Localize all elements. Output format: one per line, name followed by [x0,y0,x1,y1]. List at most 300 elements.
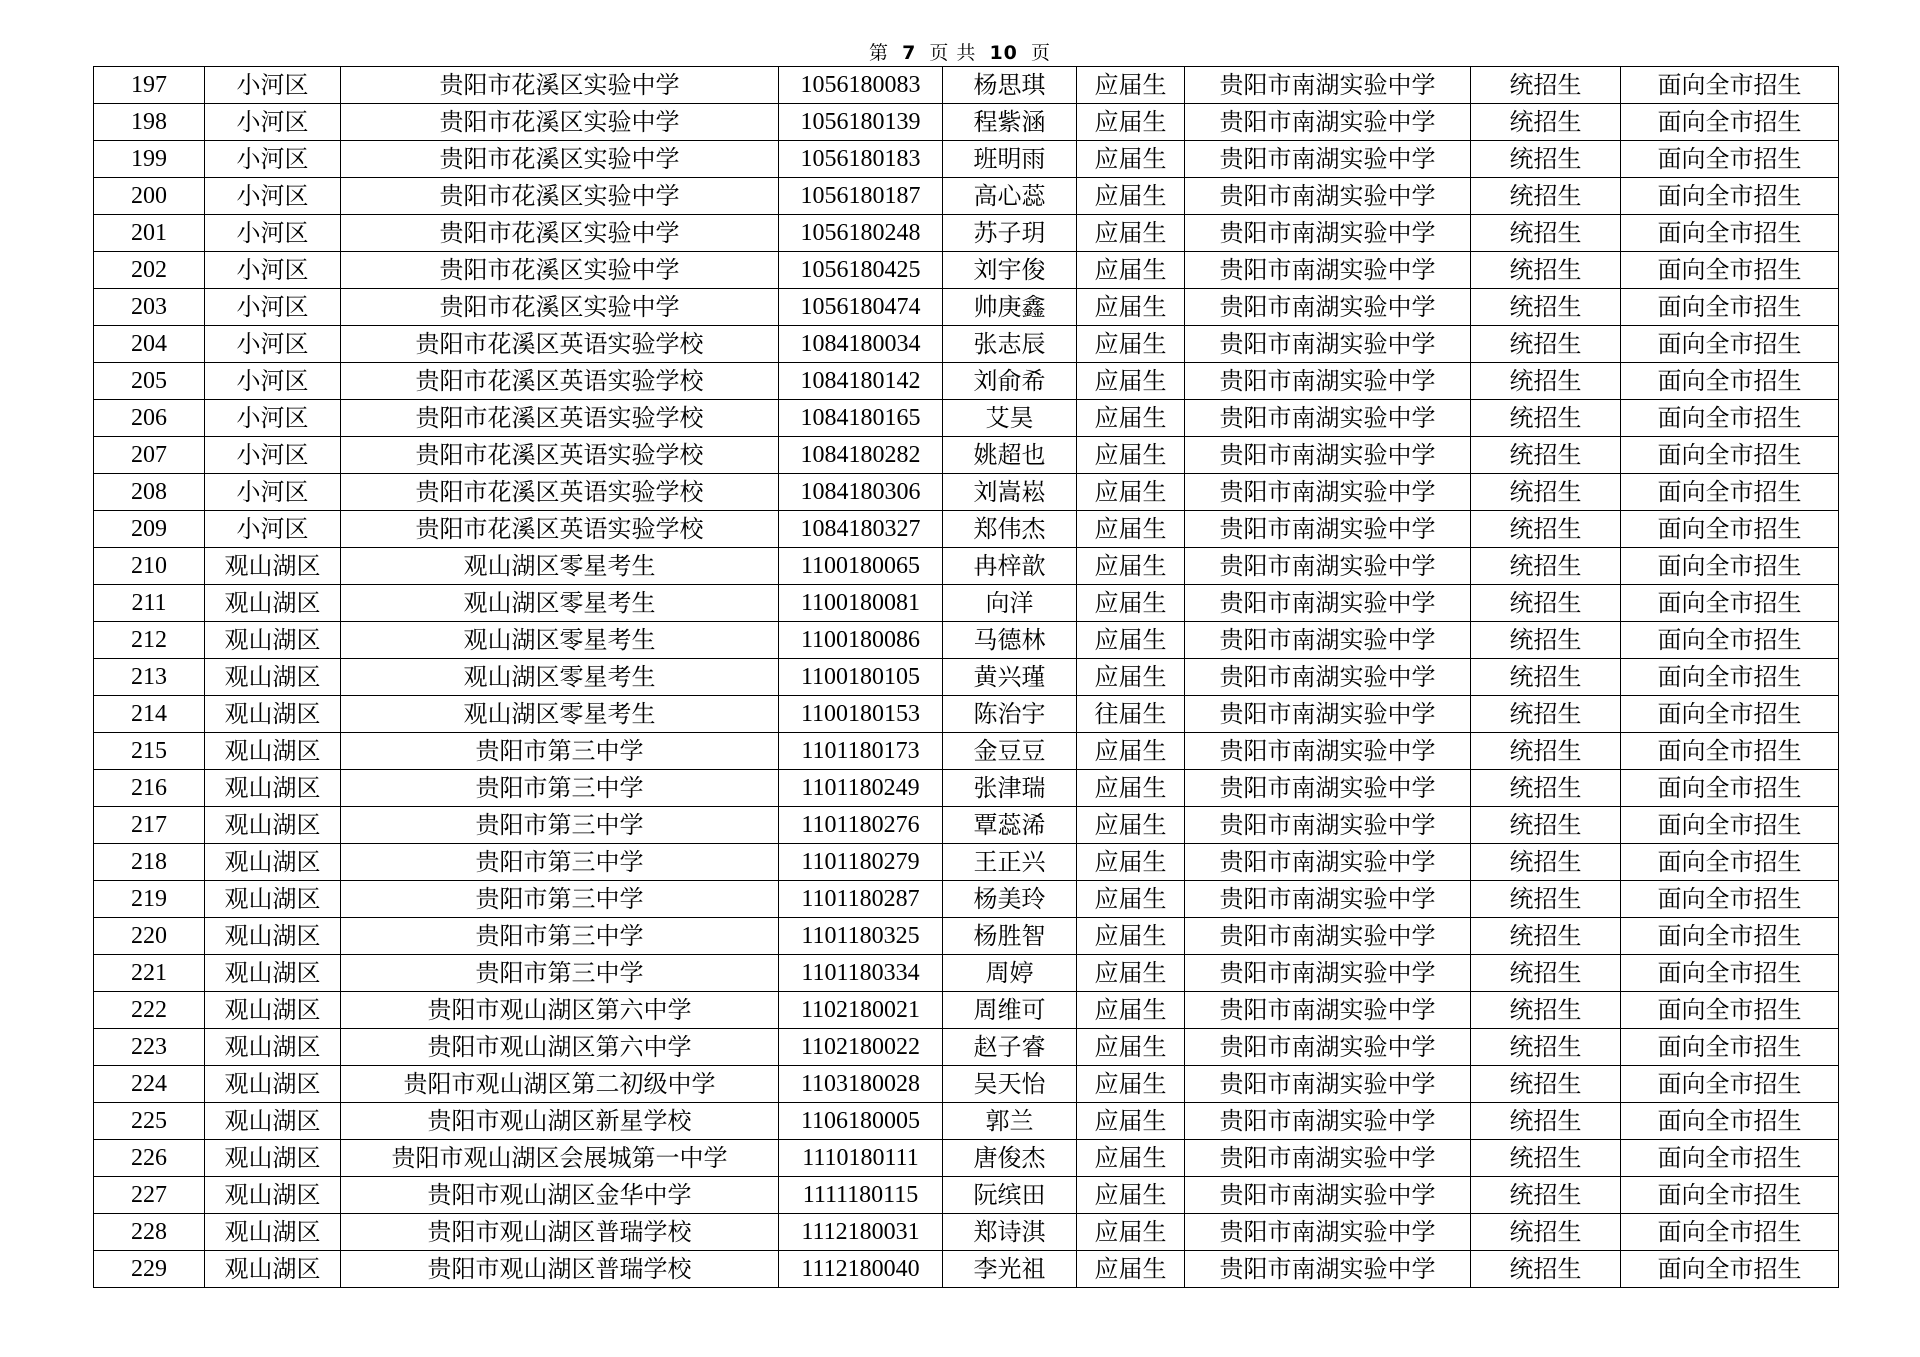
school-cell: 贵阳市花溪区实验中学 [341,215,779,252]
exam-id-cell: 1101180276 [779,807,943,844]
district-cell: 观山湖区 [205,1251,341,1288]
student-name-cell: 郑诗淇 [943,1214,1077,1251]
student-name-cell: 班明雨 [943,141,1077,178]
exam-id-cell: 1101180334 [779,955,943,992]
table-row [94,696,1839,733]
school-cell: 贵阳市第三中学 [341,807,779,844]
exam-id-cell: 1056180474 [779,289,943,326]
graduate-status-cell: 应届生 [1077,955,1185,992]
table-row [94,585,1839,622]
serial-number-cell: 208 [94,474,205,511]
district-cell: 小河区 [205,474,341,511]
enrollment-scope-cell: 面向全市招生 [1621,474,1839,511]
enrollment-scope-cell: 面向全市招生 [1621,548,1839,585]
admitted-school-cell: 贵阳市南湖实验中学 [1185,659,1471,696]
graduate-status-cell: 应届生 [1077,992,1185,1029]
student-name-cell: 郑伟杰 [943,511,1077,548]
admitted-school-cell: 贵阳市南湖实验中学 [1185,1251,1471,1288]
student-name-cell: 周婷 [943,955,1077,992]
graduate-status-cell: 应届生 [1077,1214,1185,1251]
admission-type-cell: 统招生 [1471,178,1621,215]
exam-id-cell: 1101180173 [779,733,943,770]
school-cell: 贵阳市第三中学 [341,918,779,955]
graduate-status-cell: 应届生 [1077,622,1185,659]
table-row [94,733,1839,770]
serial-number-cell: 219 [94,881,205,918]
exam-id-cell: 1106180005 [779,1103,943,1140]
table-row [94,400,1839,437]
exam-id-cell: 1100180086 [779,622,943,659]
admitted-school-cell: 贵阳市南湖实验中学 [1185,67,1471,104]
district-cell: 观山湖区 [205,622,341,659]
admission-type-cell: 统招生 [1471,437,1621,474]
district-cell: 观山湖区 [205,918,341,955]
school-cell: 贵阳市花溪区英语实验学校 [341,437,779,474]
district-cell: 观山湖区 [205,770,341,807]
table-row [94,178,1839,215]
graduate-status-cell: 应届生 [1077,67,1185,104]
admission-type-cell: 统招生 [1471,585,1621,622]
serial-number-cell: 224 [94,1066,205,1103]
student-name-cell: 周维可 [943,992,1077,1029]
admitted-school-cell: 贵阳市南湖实验中学 [1185,1214,1471,1251]
school-cell: 贵阳市花溪区实验中学 [341,141,779,178]
district-cell: 观山湖区 [205,696,341,733]
serial-number-cell: 216 [94,770,205,807]
school-cell: 贵阳市观山湖区普瑞学校 [341,1251,779,1288]
admission-type-cell: 统招生 [1471,1251,1621,1288]
graduate-status-cell: 应届生 [1077,1251,1185,1288]
serial-number-cell: 222 [94,992,205,1029]
table-row [94,1029,1839,1066]
serial-number-cell: 206 [94,400,205,437]
admission-type-cell: 统招生 [1471,363,1621,400]
table-row [94,844,1839,881]
graduate-status-cell: 应届生 [1077,511,1185,548]
table-row [94,1066,1839,1103]
school-cell: 贵阳市花溪区实验中学 [341,178,779,215]
exam-id-cell: 1084180282 [779,437,943,474]
admitted-school-cell: 贵阳市南湖实验中学 [1185,622,1471,659]
graduate-status-cell: 应届生 [1077,178,1185,215]
admitted-school-cell: 贵阳市南湖实验中学 [1185,289,1471,326]
exam-id-cell: 1102180021 [779,992,943,1029]
enrollment-scope-cell: 面向全市招生 [1621,585,1839,622]
student-name-cell: 郭兰 [943,1103,1077,1140]
serial-number-cell: 214 [94,696,205,733]
page-header [0,38,1920,65]
school-cell: 观山湖区零星考生 [341,585,779,622]
enrollment-scope-cell: 面向全市招生 [1621,326,1839,363]
table-row [94,881,1839,918]
school-cell: 观山湖区零星考生 [341,696,779,733]
graduate-status-cell: 应届生 [1077,326,1185,363]
district-cell: 观山湖区 [205,844,341,881]
district-cell: 小河区 [205,326,341,363]
admission-type-cell: 统招生 [1471,844,1621,881]
student-name-cell: 艾昊 [943,400,1077,437]
school-cell: 贵阳市观山湖区会展城第一中学 [341,1140,779,1177]
admitted-school-cell: 贵阳市南湖实验中学 [1185,955,1471,992]
serial-number-cell: 228 [94,1214,205,1251]
exam-id-cell: 1101180249 [779,770,943,807]
serial-number-cell: 213 [94,659,205,696]
serial-number-cell: 211 [94,585,205,622]
school-cell: 贵阳市观山湖区普瑞学校 [341,1214,779,1251]
school-cell: 贵阳市第三中学 [341,733,779,770]
table-row [94,511,1839,548]
serial-number-cell: 199 [94,141,205,178]
admitted-school-cell: 贵阳市南湖实验中学 [1185,1066,1471,1103]
serial-number-cell: 226 [94,1140,205,1177]
admitted-school-cell: 贵阳市南湖实验中学 [1185,400,1471,437]
admission-type-cell: 统招生 [1471,696,1621,733]
admission-type-cell: 统招生 [1471,955,1621,992]
graduate-status-cell: 应届生 [1077,252,1185,289]
student-name-cell: 马德林 [943,622,1077,659]
page-suffix: 页 [1030,42,1051,64]
enrollment-scope-cell: 面向全市招生 [1621,955,1839,992]
graduate-status-cell: 应届生 [1077,807,1185,844]
admission-roster-table [93,66,1839,1288]
admission-type-cell: 统招生 [1471,1066,1621,1103]
student-name-cell: 刘俞希 [943,363,1077,400]
exam-id-cell: 1056180248 [779,215,943,252]
district-cell: 小河区 [205,252,341,289]
school-cell: 贵阳市花溪区英语实验学校 [341,474,779,511]
student-name-cell: 赵子睿 [943,1029,1077,1066]
exam-id-cell: 1056180183 [779,141,943,178]
graduate-status-cell: 应届生 [1077,733,1185,770]
admission-type-cell: 统招生 [1471,548,1621,585]
student-name-cell: 杨胜智 [943,918,1077,955]
admission-type-cell: 统招生 [1471,881,1621,918]
graduate-status-cell: 应届生 [1077,585,1185,622]
district-cell: 小河区 [205,141,341,178]
enrollment-scope-cell: 面向全市招生 [1621,1214,1839,1251]
admitted-school-cell: 贵阳市南湖实验中学 [1185,141,1471,178]
serial-number-cell: 197 [94,67,205,104]
graduate-status-cell: 应届生 [1077,918,1185,955]
table-row [94,1251,1839,1288]
admitted-school-cell: 贵阳市南湖实验中学 [1185,1029,1471,1066]
roster-body [94,67,1839,1288]
admitted-school-cell: 贵阳市南湖实验中学 [1185,585,1471,622]
school-cell: 贵阳市花溪区实验中学 [341,67,779,104]
admitted-school-cell: 贵阳市南湖实验中学 [1185,844,1471,881]
serial-number-cell: 225 [94,1103,205,1140]
student-name-cell: 覃蕊浠 [943,807,1077,844]
admitted-school-cell: 贵阳市南湖实验中学 [1185,770,1471,807]
admitted-school-cell: 贵阳市南湖实验中学 [1185,1140,1471,1177]
school-cell: 贵阳市花溪区英语实验学校 [341,326,779,363]
admitted-school-cell: 贵阳市南湖实验中学 [1185,104,1471,141]
admitted-school-cell: 贵阳市南湖实验中学 [1185,992,1471,1029]
serial-number-cell: 210 [94,548,205,585]
admission-type-cell: 统招生 [1471,326,1621,363]
graduate-status-cell: 应届生 [1077,215,1185,252]
student-name-cell: 高心蕊 [943,178,1077,215]
student-name-cell: 冉梓歆 [943,548,1077,585]
school-cell: 贵阳市第三中学 [341,955,779,992]
table-row [94,955,1839,992]
district-cell: 观山湖区 [205,1103,341,1140]
admission-type-cell: 统招生 [1471,1029,1621,1066]
exam-id-cell: 1102180022 [779,1029,943,1066]
school-cell: 贵阳市观山湖区金华中学 [341,1177,779,1214]
exam-id-cell: 1100180065 [779,548,943,585]
enrollment-scope-cell: 面向全市招生 [1621,622,1839,659]
admission-type-cell: 统招生 [1471,770,1621,807]
serial-number-cell: 218 [94,844,205,881]
school-cell: 贵阳市花溪区英语实验学校 [341,363,779,400]
table-row [94,1177,1839,1214]
school-cell: 贵阳市观山湖区第六中学 [341,1029,779,1066]
admitted-school-cell: 贵阳市南湖实验中学 [1185,1103,1471,1140]
district-cell: 观山湖区 [205,992,341,1029]
graduate-status-cell: 应届生 [1077,400,1185,437]
student-name-cell: 刘嵩崧 [943,474,1077,511]
table-row [94,67,1839,104]
graduate-status-cell: 应届生 [1077,289,1185,326]
district-cell: 小河区 [205,511,341,548]
exam-id-cell: 1101180287 [779,881,943,918]
graduate-status-cell: 应届生 [1077,770,1185,807]
student-name-cell: 张津瑞 [943,770,1077,807]
admitted-school-cell: 贵阳市南湖实验中学 [1185,1177,1471,1214]
graduate-status-cell: 应届生 [1077,659,1185,696]
district-cell: 小河区 [205,400,341,437]
enrollment-scope-cell: 面向全市招生 [1621,1251,1839,1288]
exam-id-cell: 1101180325 [779,918,943,955]
student-name-cell: 刘宇俊 [943,252,1077,289]
admitted-school-cell: 贵阳市南湖实验中学 [1185,696,1471,733]
admission-type-cell: 统招生 [1471,1140,1621,1177]
admission-type-cell: 统招生 [1471,67,1621,104]
page-prefix: 第 [869,42,890,64]
student-name-cell: 阮缤田 [943,1177,1077,1214]
serial-number-cell: 229 [94,1251,205,1288]
exam-id-cell: 1056180425 [779,252,943,289]
exam-id-cell: 1084180165 [779,400,943,437]
enrollment-scope-cell: 面向全市招生 [1621,881,1839,918]
serial-number-cell: 220 [94,918,205,955]
admitted-school-cell: 贵阳市南湖实验中学 [1185,363,1471,400]
serial-number-cell: 200 [94,178,205,215]
enrollment-scope-cell: 面向全市招生 [1621,918,1839,955]
serial-number-cell: 198 [94,104,205,141]
table-row [94,659,1839,696]
exam-id-cell: 1084180034 [779,326,943,363]
table-row [94,770,1839,807]
graduate-status-cell: 应届生 [1077,141,1185,178]
district-cell: 小河区 [205,104,341,141]
table-row [94,1103,1839,1140]
enrollment-scope-cell: 面向全市招生 [1621,1140,1839,1177]
school-cell: 观山湖区零星考生 [341,659,779,696]
enrollment-scope-cell: 面向全市招生 [1621,696,1839,733]
graduate-status-cell: 应届生 [1077,104,1185,141]
admission-type-cell: 统招生 [1471,659,1621,696]
student-name-cell: 向洋 [943,585,1077,622]
exam-id-cell: 1100180081 [779,585,943,622]
enrollment-scope-cell: 面向全市招生 [1621,67,1839,104]
exam-id-cell: 1112180040 [779,1251,943,1288]
table-row [94,992,1839,1029]
admission-type-cell: 统招生 [1471,474,1621,511]
student-name-cell: 王正兴 [943,844,1077,881]
school-cell: 贵阳市观山湖区新星学校 [341,1103,779,1140]
admitted-school-cell: 贵阳市南湖实验中学 [1185,474,1471,511]
table-row [94,807,1839,844]
page-total: 10 [989,42,1018,64]
graduate-status-cell: 应届生 [1077,363,1185,400]
enrollment-scope-cell: 面向全市招生 [1621,104,1839,141]
admission-type-cell: 统招生 [1471,252,1621,289]
student-name-cell: 姚超也 [943,437,1077,474]
exam-id-cell: 1056180187 [779,178,943,215]
student-name-cell: 金豆豆 [943,733,1077,770]
enrollment-scope-cell: 面向全市招生 [1621,1066,1839,1103]
exam-id-cell: 1084180327 [779,511,943,548]
school-cell: 贵阳市第三中学 [341,770,779,807]
graduate-status-cell: 应届生 [1077,844,1185,881]
enrollment-scope-cell: 面向全市招生 [1621,844,1839,881]
admission-type-cell: 统招生 [1471,733,1621,770]
student-name-cell: 李光祖 [943,1251,1077,1288]
district-cell: 观山湖区 [205,659,341,696]
table-row [94,141,1839,178]
student-name-cell: 张志辰 [943,326,1077,363]
school-cell: 贵阳市花溪区实验中学 [341,252,779,289]
admitted-school-cell: 贵阳市南湖实验中学 [1185,215,1471,252]
admitted-school-cell: 贵阳市南湖实验中学 [1185,326,1471,363]
enrollment-scope-cell: 面向全市招生 [1621,1177,1839,1214]
student-name-cell: 唐俊杰 [943,1140,1077,1177]
enrollment-scope-cell: 面向全市招生 [1621,807,1839,844]
admission-type-cell: 统招生 [1471,807,1621,844]
graduate-status-cell: 应届生 [1077,1177,1185,1214]
admission-type-cell: 统招生 [1471,918,1621,955]
serial-number-cell: 221 [94,955,205,992]
table-row [94,918,1839,955]
exam-id-cell: 1084180142 [779,363,943,400]
exam-id-cell: 1100180105 [779,659,943,696]
admission-type-cell: 统招生 [1471,104,1621,141]
table-row [94,1140,1839,1177]
enrollment-scope-cell: 面向全市招生 [1621,511,1839,548]
table-row [94,104,1839,141]
serial-number-cell: 201 [94,215,205,252]
enrollment-scope-cell: 面向全市招生 [1621,178,1839,215]
exam-id-cell: 1111180115 [779,1177,943,1214]
exam-id-cell: 1110180111 [779,1140,943,1177]
exam-id-cell: 1103180028 [779,1066,943,1103]
student-name-cell: 杨思琪 [943,67,1077,104]
school-cell: 观山湖区零星考生 [341,548,779,585]
admission-type-cell: 统招生 [1471,289,1621,326]
district-cell: 观山湖区 [205,1140,341,1177]
school-cell: 贵阳市观山湖区第二初级中学 [341,1066,779,1103]
serial-number-cell: 207 [94,437,205,474]
district-cell: 观山湖区 [205,1177,341,1214]
district-cell: 小河区 [205,289,341,326]
serial-number-cell: 204 [94,326,205,363]
table-row [94,326,1839,363]
admission-type-cell: 统招生 [1471,622,1621,659]
enrollment-scope-cell: 面向全市招生 [1621,289,1839,326]
serial-number-cell: 209 [94,511,205,548]
admission-type-cell: 统招生 [1471,511,1621,548]
district-cell: 观山湖区 [205,1029,341,1066]
district-cell: 小河区 [205,215,341,252]
enrollment-scope-cell: 面向全市招生 [1621,1103,1839,1140]
enrollment-scope-cell: 面向全市招生 [1621,733,1839,770]
admitted-school-cell: 贵阳市南湖实验中学 [1185,252,1471,289]
exam-id-cell: 1100180153 [779,696,943,733]
school-cell: 贵阳市花溪区实验中学 [341,289,779,326]
table-row [94,1214,1839,1251]
table-row [94,622,1839,659]
admitted-school-cell: 贵阳市南湖实验中学 [1185,733,1471,770]
exam-id-cell: 1056180139 [779,104,943,141]
serial-number-cell: 227 [94,1177,205,1214]
exam-id-cell: 1084180306 [779,474,943,511]
admitted-school-cell: 贵阳市南湖实验中学 [1185,918,1471,955]
district-cell: 观山湖区 [205,807,341,844]
student-name-cell: 黄兴瑾 [943,659,1077,696]
admitted-school-cell: 贵阳市南湖实验中学 [1185,548,1471,585]
exam-id-cell: 1112180031 [779,1214,943,1251]
student-name-cell: 杨美玲 [943,881,1077,918]
serial-number-cell: 223 [94,1029,205,1066]
admission-type-cell: 统招生 [1471,141,1621,178]
enrollment-scope-cell: 面向全市招生 [1621,437,1839,474]
district-cell: 观山湖区 [205,733,341,770]
district-cell: 小河区 [205,437,341,474]
student-name-cell: 帅庚鑫 [943,289,1077,326]
student-name-cell: 苏子玥 [943,215,1077,252]
admission-type-cell: 统招生 [1471,1214,1621,1251]
district-cell: 小河区 [205,363,341,400]
district-cell: 小河区 [205,178,341,215]
enrollment-scope-cell: 面向全市招生 [1621,363,1839,400]
admitted-school-cell: 贵阳市南湖实验中学 [1185,511,1471,548]
school-cell: 贵阳市第三中学 [341,881,779,918]
school-cell: 贵阳市花溪区英语实验学校 [341,511,779,548]
exam-id-cell: 1056180083 [779,67,943,104]
graduate-status-cell: 应届生 [1077,437,1185,474]
table-row [94,363,1839,400]
page-current: 7 [902,42,917,64]
graduate-status-cell: 应届生 [1077,1103,1185,1140]
graduate-status-cell: 应届生 [1077,881,1185,918]
school-cell: 贵阳市花溪区实验中学 [341,104,779,141]
graduate-status-cell: 应届生 [1077,1066,1185,1103]
enrollment-scope-cell: 面向全市招生 [1621,215,1839,252]
admission-type-cell: 统招生 [1471,1103,1621,1140]
table-row [94,215,1839,252]
graduate-status-cell: 往届生 [1077,696,1185,733]
admitted-school-cell: 贵阳市南湖实验中学 [1185,881,1471,918]
enrollment-scope-cell: 面向全市招生 [1621,659,1839,696]
table-row [94,548,1839,585]
district-cell: 观山湖区 [205,955,341,992]
enrollment-scope-cell: 面向全市招生 [1621,252,1839,289]
enrollment-scope-cell: 面向全市招生 [1621,770,1839,807]
serial-number-cell: 212 [94,622,205,659]
graduate-status-cell: 应届生 [1077,1029,1185,1066]
